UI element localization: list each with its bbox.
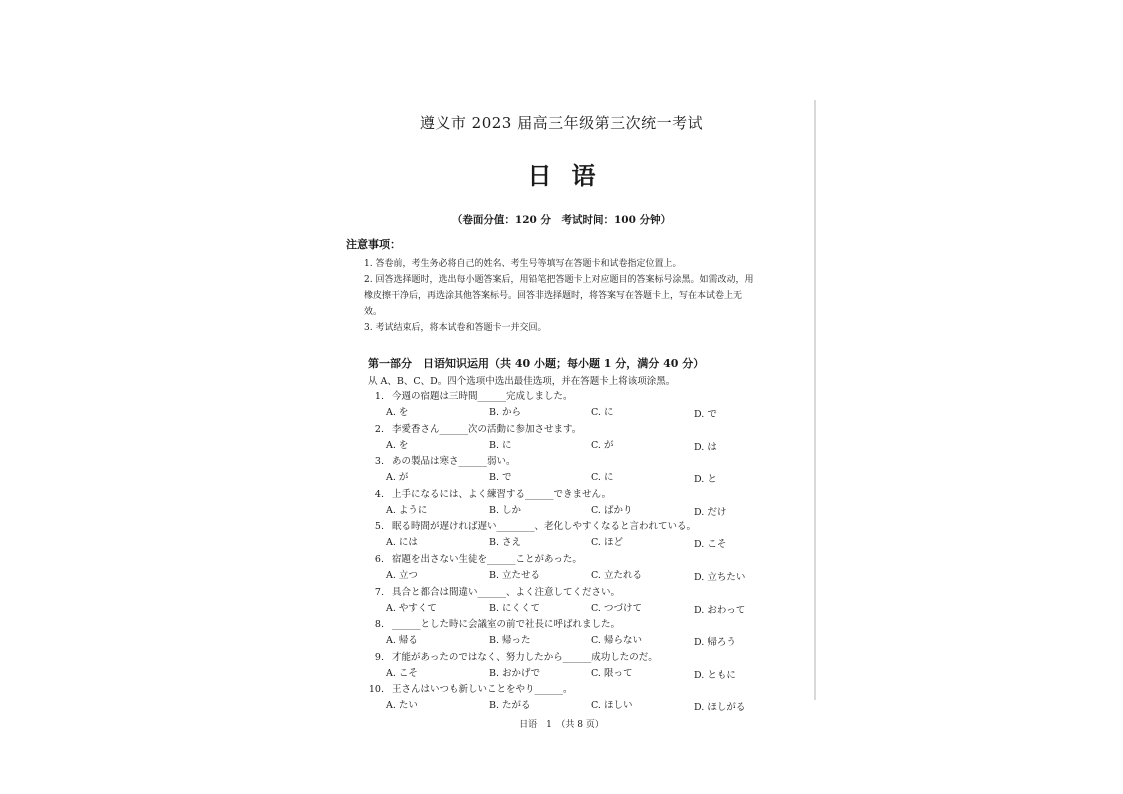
question-stem: 眠る時間が遅ければ遅い________、老化しやすくなると言われている。 xyxy=(392,521,697,533)
question-item xyxy=(362,649,762,682)
option-d: D. で xyxy=(694,409,717,420)
option-b: B. たがる xyxy=(489,700,531,712)
question-number: 7. xyxy=(374,586,384,598)
question-number: 4. xyxy=(374,488,384,500)
part-one-heading: 第一部分 日语知识运用（共 40 小题；每小题 1 分，满分 40 分） xyxy=(368,357,705,370)
question-stem: 今週の宿題は三時間______完成しました。 xyxy=(392,391,573,402)
question-number: 2. xyxy=(374,423,384,435)
page-footer: 日语 1 （共 8 页） xyxy=(519,720,604,730)
question-stem: 具合と都合は間違い______、よく注意してください。 xyxy=(392,586,621,598)
option-a: A. たい xyxy=(386,700,418,712)
question-stem: ______とした時に会議室の前で社長に呼ばれました。 xyxy=(392,619,621,631)
question-item xyxy=(362,388,762,421)
option-c: C. ほど xyxy=(591,537,623,549)
question-item xyxy=(362,551,762,584)
option-d: D. 帰ろう xyxy=(694,637,736,649)
option-b: B. 帰った xyxy=(489,635,531,647)
notice-heading: 注意事项： xyxy=(346,238,401,251)
option-a: A. が xyxy=(386,472,409,484)
question-number: 5. xyxy=(374,521,384,533)
option-b: B. おかげで xyxy=(489,667,541,679)
exam-title: 遵义市 2023 届高三年级第三次统一考试 xyxy=(419,114,704,132)
question-stem: 王さんはいつも新しいことをやり______。 xyxy=(392,684,573,696)
option-a: A. を xyxy=(386,407,409,418)
option-c: C. 立たれる xyxy=(591,569,642,581)
option-b: B. で xyxy=(489,472,512,484)
question-item xyxy=(362,584,762,617)
option-a: A. 立つ xyxy=(386,569,418,581)
question-list xyxy=(362,388,762,714)
option-c: C. ばかり xyxy=(591,504,633,516)
notice-list xyxy=(364,256,756,336)
question-number: 8. xyxy=(374,619,384,631)
option-d: D. ともに xyxy=(694,669,736,681)
question-stem: あの製品は寒さ______弱い。 xyxy=(392,456,516,468)
option-d: D. こそ xyxy=(694,539,727,551)
option-d: D. おわって xyxy=(694,604,746,616)
option-a: A. 帰る xyxy=(386,635,418,647)
option-d: D. は xyxy=(694,441,717,453)
question-number: 9. xyxy=(374,651,384,663)
option-d: D. 立ちたい xyxy=(694,571,746,583)
question-number: 3. xyxy=(374,456,384,468)
question-item xyxy=(362,486,762,519)
option-b: B. 立たせる xyxy=(489,569,541,581)
option-a: A. を xyxy=(386,439,409,451)
question-number: 6. xyxy=(374,553,384,565)
subject-title: 日语 xyxy=(527,161,616,190)
option-a: A. ように xyxy=(386,504,428,516)
question-number: 1. xyxy=(374,391,384,402)
option-c: C. 限って xyxy=(591,667,633,679)
question-stem: 宿題を出さない生徒を______ことがあった。 xyxy=(392,553,582,565)
question-stem: 李愛香さん______次の活動に参加させます。 xyxy=(392,423,582,435)
question-item xyxy=(362,681,762,714)
option-a: A. やすくて xyxy=(386,602,437,614)
question-item xyxy=(362,616,762,649)
option-b: B. さえ xyxy=(489,537,522,549)
question-item xyxy=(362,518,762,551)
option-a: A. には xyxy=(386,537,418,549)
score-time-info: （卷面分值：120 分 考试时间：100 分钟） xyxy=(451,214,672,226)
notice-item-1: 1. 答卷前，考生务必将自己的姓名、考生号等填写在答题卡和试卷指定位置上。 xyxy=(364,259,682,269)
option-b: B. から xyxy=(489,407,522,418)
question-item xyxy=(362,453,762,486)
option-c: C. つづけて xyxy=(591,602,642,614)
notice-item-2: 2. 回答选择题时，选出每小题答案后，用铅笔把答题卡上对应题目的答案标号涂黑。如需改动，用橡皮擦干净后，再选涂其他答案标号。回答非选择题时，将答案写在答题卡上，写在本试卷上无效。 xyxy=(364,275,754,317)
option-b: B. にくくて xyxy=(489,602,541,614)
question-number: 10. xyxy=(368,684,384,696)
question-stem: 才能があったのではなく、努力したから______成功したのだ。 xyxy=(392,651,658,663)
option-c: C. に xyxy=(591,472,614,484)
option-a: A. こそ xyxy=(386,667,418,679)
question-stem: 上手になるには、よく練習する______できません。 xyxy=(392,488,612,500)
part-one-instruction: 从 A、B、C、D。四个选项中选出最佳选项，并在答题卡上将该项涂黑。 xyxy=(368,376,676,387)
notice-item-3: 3. 考试结束后，将本试卷和答题卡一并交回。 xyxy=(364,323,547,333)
option-b: B. しか xyxy=(489,504,522,516)
option-b: B. に xyxy=(489,439,512,451)
option-d: D. だけ xyxy=(694,506,727,518)
option-d: D. と xyxy=(694,474,717,486)
option-c: C. ほしい xyxy=(591,700,633,712)
option-c: C. が xyxy=(591,439,614,451)
option-c: C. に xyxy=(591,407,614,418)
option-d: D. ほしがる xyxy=(694,702,746,714)
option-c: C. 帰らない xyxy=(591,635,642,647)
question-item xyxy=(362,421,762,454)
